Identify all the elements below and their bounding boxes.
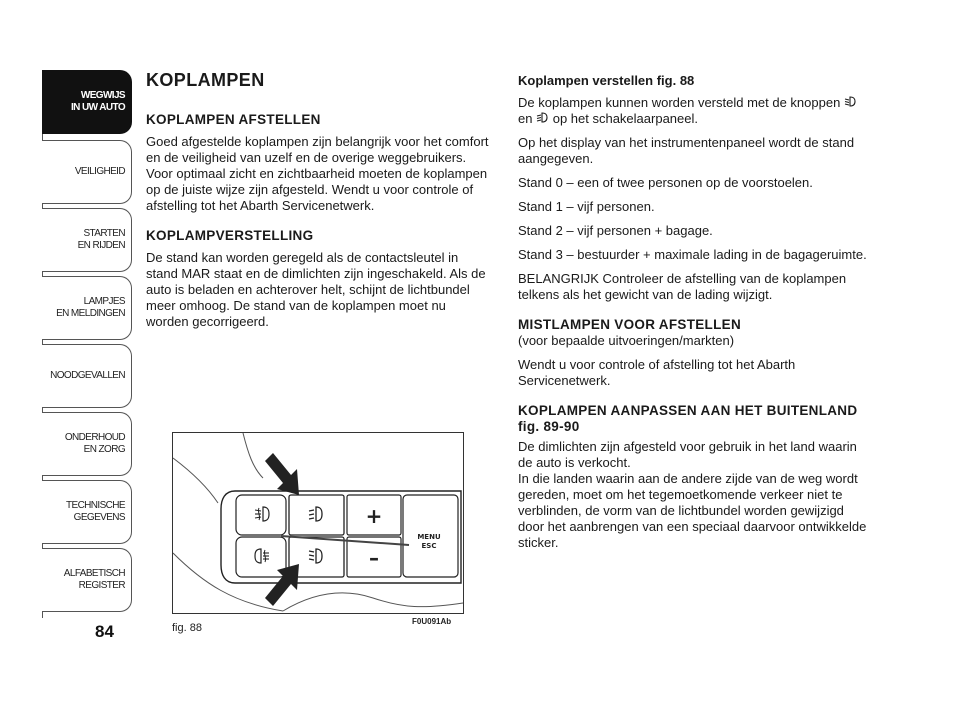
switch-panel-illustration <box>173 433 463 613</box>
section-heading: MISTLAMPEN VOOR AFSTELLEN <box>518 317 741 332</box>
figure-caption: fig. 88 <box>172 622 202 634</box>
headlamp-down-icon <box>844 95 857 110</box>
tab-register[interactable] <box>42 548 132 612</box>
tab-starten[interactable] <box>42 208 132 272</box>
figure-code: F0U091Ab <box>412 617 452 626</box>
arrow-up-button-icon <box>265 453 299 495</box>
text: De koplampen kunnen worden versteld met de knoppen <box>518 95 841 110</box>
paragraph: BELANGRIJK Controleer de afstelling van de koplampen telkens als het gewicht van de lading wijzigt. <box>518 271 847 302</box>
left-column <box>146 70 491 338</box>
menu-label: MENU <box>417 533 441 541</box>
tab-lampjes[interactable] <box>42 276 132 340</box>
paragraph: Stand 3 – bestuurder + maximale lading in de bagageruimte. <box>518 247 867 262</box>
tab-label: LAMPJES EN MELDINGEN <box>56 296 125 319</box>
paragraph: De dimlichten zijn afgesteld voor gebruik in het land waarin de auto is verkocht. <box>518 439 857 470</box>
page-title: KOPLAMPEN <box>146 70 265 90</box>
headlamp-up-icon <box>536 111 553 126</box>
section-heading: KOPLAMPEN AFSTELLEN <box>146 112 321 127</box>
paragraph: In die landen waarin aan de andere zijde van de weg wordt gereden, moet om het tegemoetkomende verkeer niet te verblinden, de vorm van de lichtbundel worden gewijzigd door het aanbrengen van een speciaal daarvoor ontwikkelde sticker. <box>518 471 867 550</box>
tab-noodgevallen[interactable] <box>42 344 132 408</box>
tab-label: WEGWIJS IN UW AUTO <box>71 90 125 113</box>
section-heading: KOPLAMPVERSTELLING <box>146 228 314 243</box>
paragraph <box>518 95 870 127</box>
paragraph: (voor bepaalde uitvoeringen/markten) <box>518 333 735 348</box>
plus-label: + <box>365 504 383 528</box>
paragraph: Stand 1 – vijf personen. <box>518 199 655 214</box>
paragraph: De stand kan worden geregeld als de contactsleutel in stand MAR staat en de dimlichten zijn ingeschakeld. Als de auto is beladen en achterover helt, schijnt de lichtbundel meer omhoog. De stand van de koplampen moet nu worden gecorrigeerd. <box>146 250 486 329</box>
section-heading: KOPLAMPEN AANPASSEN AAN HET BUITENLAND fig. 89-90 <box>518 403 858 434</box>
tab-wegwijs[interactable] <box>42 70 132 134</box>
text: op het schakelaarpaneel. <box>552 111 698 126</box>
tab-veiligheid[interactable] <box>42 140 132 204</box>
paragraph: Stand 0 – een of twee personen op de voorstoelen. <box>518 175 813 190</box>
section-heading: Koplampen verstellen fig. 88 <box>518 73 695 88</box>
paragraph: Op het display van het instrumentenpaneel wordt de stand aangegeven. <box>518 135 855 166</box>
text: en <box>518 111 533 126</box>
paragraph: Goed afgestelde koplampen zijn belangrijk voor het comfort en de veiligheid van uzelf en de overige weggebruikers. Voor optimaal zicht en zichtbaarheid moeten de koplampen op de juiste wijze zijn afgesteld. Wendt u voor controle of afstelling tot het Abarth Servicenetwerk. <box>146 134 489 213</box>
tab-label: STARTEN EN RIJDEN <box>77 228 125 251</box>
tab-label: ONDERHOUD EN ZORG <box>64 432 125 455</box>
tab-technische[interactable] <box>42 480 132 544</box>
paragraph: Wendt u voor controle of afstelling tot het Abarth Servicenetwerk. <box>518 357 796 388</box>
tab-label: VEILIGHEID <box>74 166 125 177</box>
esc-label: ESC <box>421 542 437 550</box>
page-number: 84 <box>95 622 114 641</box>
tab-label: TECHNISCHE GEGEVENS <box>65 500 125 523</box>
right-column <box>518 73 870 559</box>
tab-onderhoud[interactable] <box>42 412 132 476</box>
figure-88 <box>172 432 464 614</box>
tab-label: NOODGEVALLEN <box>50 370 125 381</box>
minus-label: – <box>369 546 379 570</box>
paragraph: Stand 2 – vijf personen + bagage. <box>518 223 713 238</box>
tab-label: ALFABETISCH REGISTER <box>63 568 125 591</box>
